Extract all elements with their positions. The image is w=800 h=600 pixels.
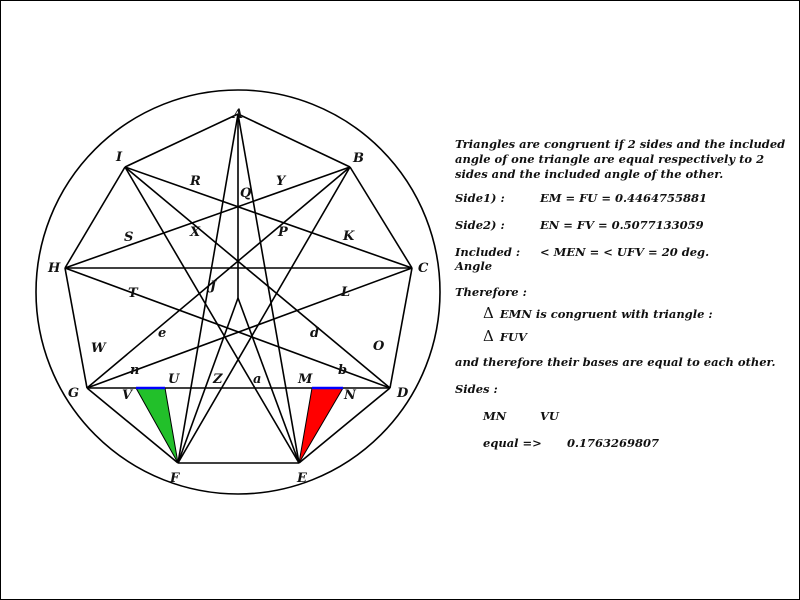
point-label-b: b (338, 363, 348, 378)
base-vu: VU (540, 409, 559, 423)
side1-label: Side1) : (455, 191, 505, 205)
point-label-Y: Y (276, 174, 286, 189)
segment-IC (125, 167, 412, 268)
angle-label-line2: Angle (455, 259, 493, 273)
segment-GH (65, 268, 87, 388)
segment-HB (65, 167, 350, 268)
equal-label: equal => (483, 436, 542, 450)
point-label-S: S (124, 230, 134, 245)
point-label-P: P (278, 225, 288, 240)
triangle-emn-line (483, 304, 713, 322)
point-label-O: O (373, 339, 385, 354)
point-label-F: F (170, 471, 180, 486)
point-label-e: e (158, 326, 167, 341)
congruence-statement: Triangles are congruent if 2 sides and the included angle of one triangle are equal respectively to 2 sides and the included angle of the other. (455, 137, 786, 181)
point-label-C: C (418, 261, 429, 276)
side2-label: Side2) : (455, 218, 505, 232)
point-label-X: X (190, 225, 201, 240)
triangle-emn (299, 388, 343, 463)
segment-AB (238, 114, 350, 167)
diagram-lines (36, 90, 440, 494)
conclusion-text: and therefore their bases are equal to each other. (455, 355, 776, 369)
triangle-symbol-icon: Δ (483, 327, 494, 345)
point-label-E: E (297, 471, 307, 486)
triangle-fuv-text: FUV (499, 330, 527, 344)
point-label-H: H (48, 261, 61, 276)
point-label-V: V (122, 388, 133, 403)
angle-value: < MEN = < UFV = 20 deg. (540, 245, 710, 259)
side1-value: EM = FU = 0.4464755881 (540, 191, 707, 205)
point-label-K: K (343, 229, 355, 244)
segment-IA (125, 114, 238, 167)
side2-value: EN = FV = 0.5077133059 (540, 218, 704, 232)
angle-label-line1: Included : (455, 245, 521, 259)
point-label-d: d (310, 326, 320, 341)
point-label-B: B (353, 151, 364, 166)
triangle-symbol-icon: Δ (483, 304, 494, 322)
base-mn: MN (483, 409, 507, 423)
segment-CD (390, 268, 412, 388)
segment-JF (178, 298, 238, 463)
segment-JE (238, 298, 299, 463)
point-label-W: W (91, 341, 106, 356)
segment-HI (65, 167, 125, 268)
triangle-fuv-line (483, 327, 527, 345)
point-label-Z: Z (213, 372, 223, 387)
point-label-I: I (116, 150, 123, 165)
equal-value: 0.1763269807 (567, 436, 660, 450)
therefore-label: Therefore : (455, 285, 527, 299)
point-label-a: a (253, 372, 262, 387)
point-label-L: L (341, 285, 351, 300)
sides-label: Sides : (455, 382, 498, 396)
point-label-N: N (344, 388, 356, 403)
point-label-Q: Q (240, 186, 252, 201)
point-label-D: D (397, 386, 409, 401)
segment-BC (350, 167, 412, 268)
point-label-J: J (210, 279, 217, 294)
point-label-G: G (68, 386, 80, 401)
triangle-emn-text: EMN is congruent with triangle : (499, 307, 713, 321)
point-label-A: A (233, 107, 244, 122)
point-label-M: M (298, 372, 313, 387)
triangle-fuv (136, 388, 178, 463)
point-label-T: T (128, 286, 138, 301)
point-label-R: R (190, 174, 201, 189)
point-label-n: n (130, 363, 140, 378)
point-label-U: U (168, 372, 180, 387)
